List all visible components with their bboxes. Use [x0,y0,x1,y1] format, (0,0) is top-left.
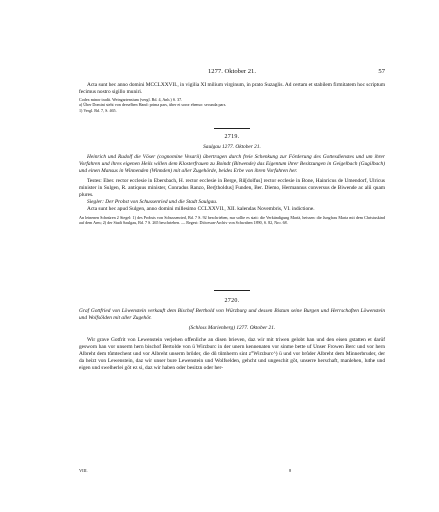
sheet-number: 8 [289,468,292,473]
sealers-line: Siegler: Der Probst von Schussenried und die Stadt Saulgau. [87,198,218,205]
footnote: 1) Vergl. Bd. 7, S. 465. [79,107,117,113]
acta-paragraph: Acta sunt hec apud Sulgen, anno domini millesimo CCLXXVII., XII. kalendas Novembris, VI. indictione. [87,205,315,212]
place-date: Saulgau 1277. Oktober 21. [203,144,261,150]
footnote: a) Über Domini steht von derselben Hand: prima pars, über et soror ebenso: secunda pars. [79,102,227,108]
document-summary: Heinrich und Rudolf die Vöser (cognomine Vesarii) übertragen durch freie Schenkung zur Förderung des Gottesdienstes und um ihrer Vorfahren und ihres eigenen Heils willen dem Klosterfrauen zu Boindt (Bitwende) das Eigentum ihrer Besitzungen in Geigelbach (Gugilbach) und einen Mansus in Winnenden (Winnden) mit aller Zugehörde, beides Erbe von ihren Vorfahren her. [79,153,385,174]
acta-paragraph: Acta sunt hec anno domini MCCLXXVII., in vigilia XI milium virginum, in prato Suzaglis. Ad certam et stabilem firmitatem hoc scriptum fecimus nostro sigillo muniri. [79,82,385,95]
separator [79,128,385,129]
document-text: Wir grave Gotfrit von Lewenstein verjehen offenliche an disen brieven, daz wir mit triwen gelobt han und den eisen gstatten et darüf gesworn han vor unserm hern bischof Bertolde von ü Wirzburc in der unern kennenaten vor sinme bette uf Unser Frowen Berc und vor hern Albreht dem tůmtechent und vor Albreht unserm brůder, die dů tůmherrn sint z°Wirzburc^) ü und vor brůder Albreht dem Minnerbruder, der da heizt von Lewenstein, daz wir unser bure Lewenstein und Wolfselden, gehcht und ungeschit göt, unserre herschaft, manlehen, luthe und eigen und swelherlei göt ez si, daz wir haben oder besitzn oder her- [79,336,385,371]
document-number: 2719. [224,134,240,140]
footnote: An leinenen Schnüren 2 Siegel: 1) des Probsts von Schussenried, Bd. 7 S. 92 beschrieben, nur sollte es statt: die Verkündigung Mariä, heissen: die Jungfrau Maria mit dem Christuskind auf dem Arm; 2) der Stadt Saulgau, Bd. 7 S. 265 beschrieben. — Regest: Diöcesan-Archiv von Schwaben 1890, S. 82, Nro. 68. [79,214,385,225]
document-summary: Graf Gottfried von Löwenstein verkauft dem Bischof Berthold von Würzburg und dessen Bistum seine Burgen und Herrschaften Löwenstein und Wolfsölden mit aller Zugehör. [79,308,385,321]
witnesses-paragraph: Testes: Eber. rector ecclesie in Ebersbach, H. rector ecclesie in Berge, Rů[dolfus] rector ecclesie in Bone, Hainricus de Umendorf, Ulricus minister in Sulgen, R. antiquus minister, Conradus Ranzo, Ber[tholdus] Funden, Ber. Diemo, Hermannus conversus de Biwende ac alii quam plures. [79,177,385,198]
page-number: 57 [378,68,385,75]
separator-rule [214,128,250,129]
footnote: Codex minor tradit. Weingartensium (vergl. Bd. 4, Anh.) S. 37. [79,96,183,102]
header-date: 1277. Oktober 21. [208,68,256,75]
place-date: (Schloss Marienberg) 1277. Oktober 21. [188,324,276,331]
running-header [79,68,385,78]
document-number: 2720. [224,298,240,304]
previous-document-end [79,82,385,113]
separator [79,290,385,291]
document-2719 [79,134,385,225]
document-2720 [79,298,385,372]
signature-mark: VIII. [79,468,88,473]
separator-rule [214,290,250,291]
